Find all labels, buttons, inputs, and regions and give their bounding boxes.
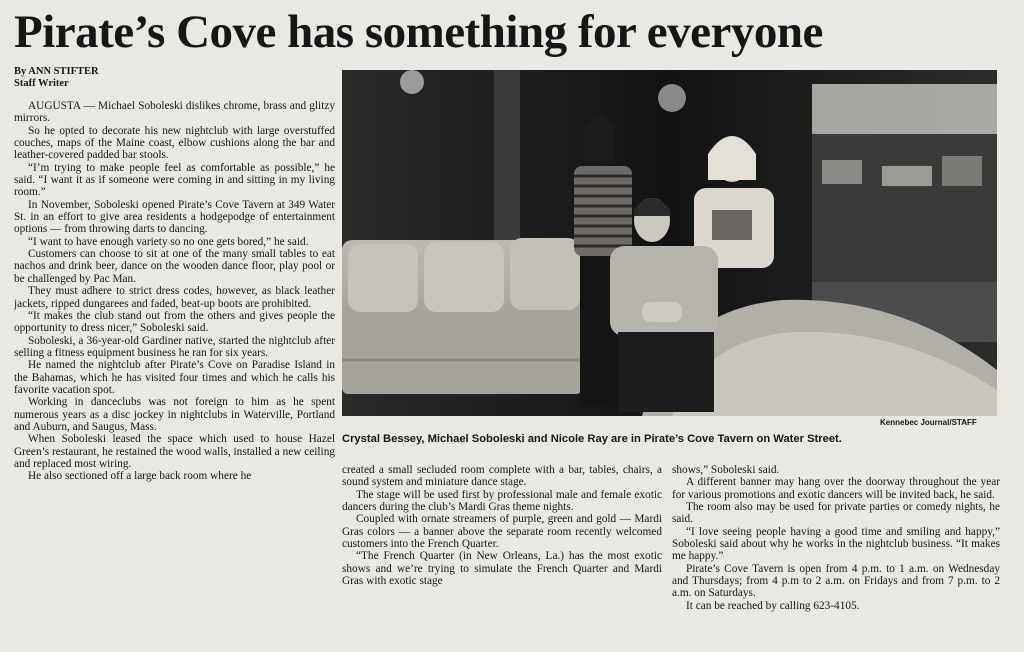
paragraph: “I want to have enough variety so no one gets bored,” he said. [28,235,309,248]
paragraph: Coupled with ornate streamers of purple, green and gold — Mardi Gras colors — a banner above the separate room recently welcomed customers into the French Quarter. [342,513,662,551]
photo-illustration [342,70,997,416]
paragraph: “The French Quarter (in New Orleans, La.) has the most exotic shows and we’re trying to simulate the French Quarter and Mardi Gras with exotic stage [342,550,662,588]
paragraph: “I love seeing people having a good time and smiling and happy,” Soboleski said about why he works in the nightclub business. “It makes me happy.” [672,525,1000,563]
byline-title: Staff Writer [14,78,69,89]
paragraph: Pirate’s Cove Tavern is open from 4 p.m. to 1 a.m. on Wednesday and Thursdays; from 4 p.m to 2 a.m. on Fridays and from 7 p.m. to 2 a.m. on Saturdays. [672,562,1000,600]
paragraph: It can be reached by calling 623-4105. [686,599,860,612]
article-photo [342,70,997,416]
article-column-2 [342,464,662,648]
paragraph: The room also may be used for private parties or comedy nights, he said. [672,501,1000,526]
paragraph: He named the nightclub after Pirate’s Cove on Paradise Island in the Bahamas, which he has visited four times and which he calls his favorite vacation spot. [14,359,335,396]
paragraph: He also sectioned off a large back room where he [28,470,252,483]
paragraph: They must adhere to strict dress codes, however, as black leather jackets, ripped dungarees and faded, beat-up boots are prohibited. [14,285,335,310]
paragraph: AUGUSTA — Michael Soboleski dislikes chrome, brass and glitzy mirrors. [14,100,335,125]
headline: Pirate’s Cove has something for everyone [14,6,823,58]
paragraph: created a small secluded room complete with a bar, tables, chairs, a sound system and miniature dance stage. [342,464,662,489]
paragraph: Working in danceclubs was not foreign to him as he spent numerous years as a disc jockey in nightclubs in Waterville, Portland and Auburn, and Saugus, Mass. [14,396,335,433]
paragraph: The stage will be used first by professional male and female exotic dancers during the club’s Mardi Gras theme nights. [342,488,662,514]
paragraph: So he opted to decorate his new nightclub with large overstuffed couches, maps of the Maine coast, elbow cushions along the bar and leather-covered padded bar stools. [14,124,335,162]
photo-caption: Crystal Bessey, Michael Soboleski and Nicole Ray are in Pirate’s Cove Tavern on Water Street. [342,433,842,445]
paragraph: In November, Soboleski opened Pirate’s Cove Tavern at 349 Water St. in an effort to give area residents a hodgepodge of entertainment options — from throwing darts to dancing. [14,198,335,236]
byline-author: By ANN STIFTER [14,66,99,77]
paragraph: Customers can choose to sit at one of the many small tables to eat nachos and drink beer, dance on the wooden dance floor, play pool or be challenged by Pac Man. [14,248,335,285]
photo-credit: Kennebec Journal/STAFF [880,418,977,427]
byline [14,66,99,90]
paragraph: “It makes the club stand out from the others and gives people the opportunity to dress nicer,” Soboleski said. [14,309,335,335]
paragraph: A different banner may hang over the doorway throughout the year for various promotions and exotic dancers will be invited back, he said. [672,476,1000,501]
paragraph: “I’m trying to make people feel as comfortable as possible,” he said. “I want it as if someone were coming in and sitting in my living room.” [14,161,335,199]
article-column-3 [672,464,1000,648]
paragraph: shows,” Soboleski said. [672,464,780,476]
paragraph: When Soboleski leased the space which used to house Hazel Green’s restaurant, he restained the wood walls, installed a new ceiling and replaced most wiring. [14,433,335,470]
article-column-1 [14,100,335,648]
paragraph: Soboleski, a 36-year-old Gardiner native, started the nightclub after selling a fitness equipment business he ran for six years. [14,334,335,359]
